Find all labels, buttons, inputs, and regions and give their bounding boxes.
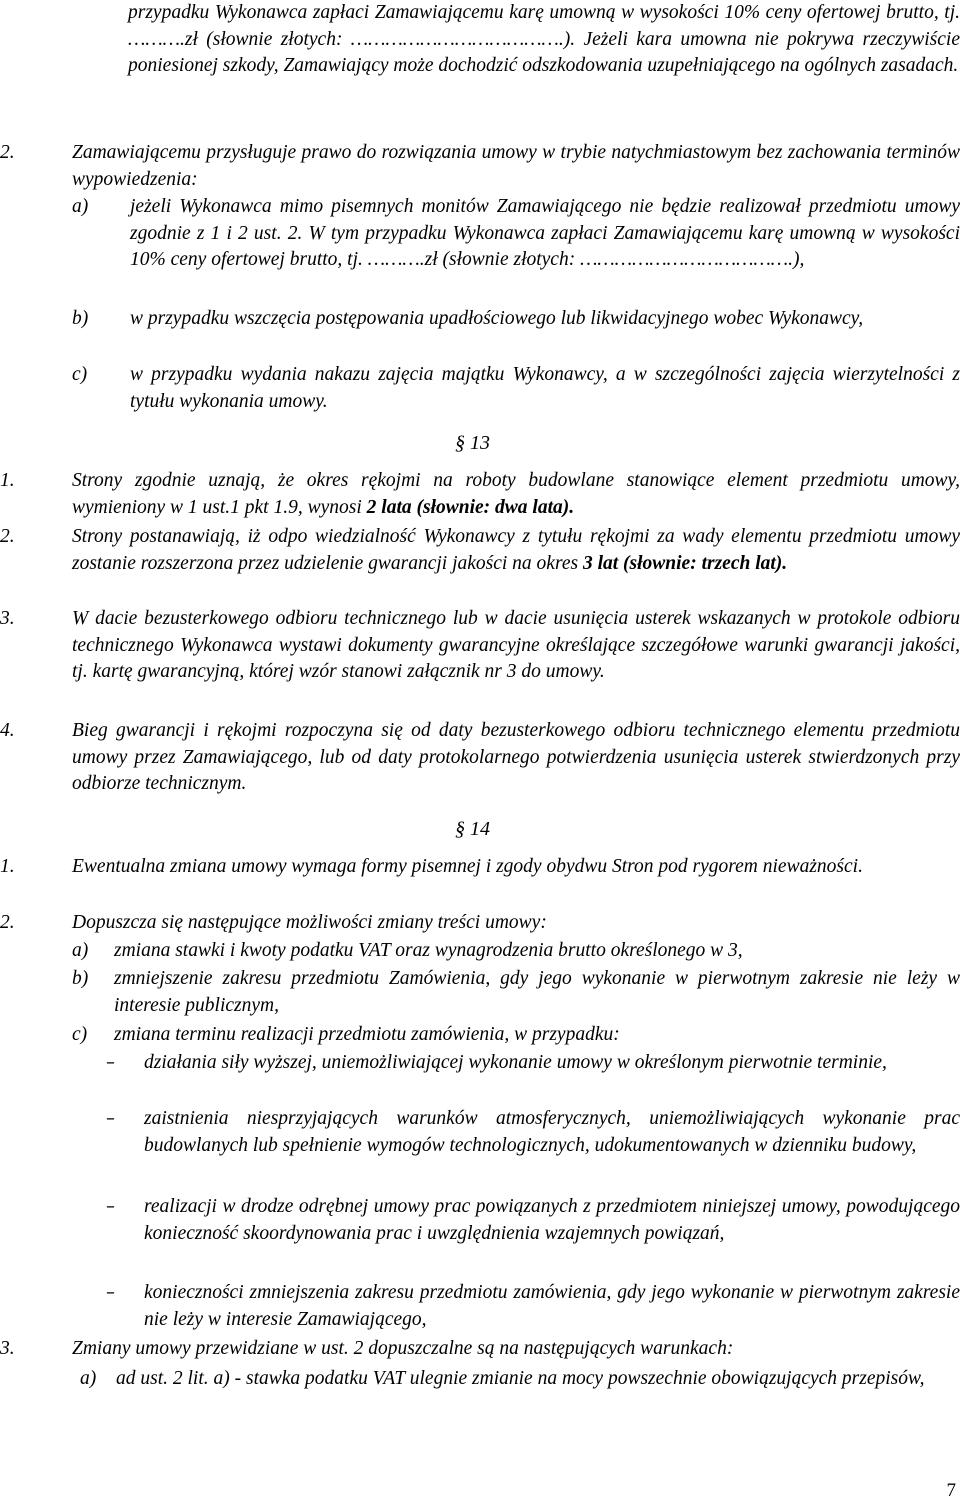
s13-p2-bold: 3 lat (słownie: trzech lat). <box>582 552 788 574</box>
s13-p4-text: Bieg gwarancji i rękojmi rozpoczyna się od daty bezusterkowego odbioru technicznego elementu przedmiotu umowy przez Zamawiającego, lub od daty protokolarnego potwierdzenia usunięcia usterek stwierdzonych przy odbiorze technicznym. <box>72 720 960 794</box>
s13-p2-text <box>72 524 960 577</box>
s12-p2-item-b <box>72 306 960 333</box>
s13-p2-number: 2. <box>0 526 15 547</box>
s14-p3-item-a <box>80 1366 960 1393</box>
s12-p2-number: 2. <box>0 142 15 163</box>
s13-p1-text <box>72 468 960 521</box>
s14-dash-item-1 <box>106 1050 960 1077</box>
dash-bullet: – <box>106 1108 115 1129</box>
s14-paragraph-2 <box>0 910 960 937</box>
section-13-heading <box>455 430 490 457</box>
s14-p3-text: Zmiany umowy przewidziane w ust. 2 dopuszczalne są na następujących warunkach: <box>72 1338 734 1359</box>
s12-p2-text: Zamawiającemu przysługuje prawo do rozwiązania umowy w trybie natychmiastowym bez zachowania terminów wypowiedzenia: <box>72 142 960 190</box>
intro-paragraph <box>128 0 960 80</box>
s14-p2-item-b <box>72 966 960 1019</box>
dash-bullet: – <box>106 1052 115 1073</box>
s13-paragraph-2 <box>0 524 960 577</box>
item-text: ad ust. 2 lit. a) - stawka podatku VAT ulegnie zmianie na mocy powszechnie obowiązujących przepisów, <box>116 1368 925 1389</box>
section-sign-icon: § <box>455 432 465 454</box>
s14-dash-item-3 <box>106 1194 960 1247</box>
s14-p1-text: Ewentualna zmiana umowy wymaga formy pisemnej i zgody obydwu Stron pod rygorem nieważności. <box>72 856 863 877</box>
dash-bullet: – <box>106 1282 115 1303</box>
dash-bullet: – <box>106 1196 115 1217</box>
item-text: w przypadku wydania nakazu zajęcia majątku Wykonawcy, a w szczególności zajęcia wierzytelności z tytułu wykonania umowy. <box>130 364 960 412</box>
s13-p3-text: W dacie bezusterkowego odbioru technicznego lub w dacie usunięcia usterek wskazanych w protokole odbioru technicznego Wykonawca wystawi dokumenty gwarancyjne określające szczegółowe warunki gwarancji jakości, tj. kartę gwarancyjną, której wzór stanowi załącznik nr 3 do umowy. <box>72 608 960 682</box>
item-text: zmiana terminu realizacji przedmiotu zamówienia, w przypadku: <box>114 1024 620 1045</box>
s12-p2-item-c <box>72 362 960 415</box>
item-label: a) <box>72 196 89 217</box>
s13-p2-body: Strony postanawiają, iż odpo wiedzialność Wykonawcy z tytułu rękojmi za wady elementu przedmiotu umowy zostanie rozszerzona przez udzielenie gwarancji jakości na okres <box>72 526 960 574</box>
s13-paragraph-4 <box>0 718 960 798</box>
s13-p4-number: 4. <box>0 720 15 741</box>
item-text: zmniejszenie zakresu przedmiotu Zamówienia, gdy jego wykonanie w pierwotnym zakresie nie leży w interesie publicznym, <box>114 968 960 1016</box>
item-label: a) <box>80 1368 97 1389</box>
item-text: jeżeli Wykonawca mimo pisemnych monitów Zamawiającego nie będzie realizował przedmiotu umowy zgodnie z 1 i 2 ust. 2. W tym przypadku Wykonawca zapłaci Zamawiającemu karę umowną w wysokości 10% ceny ofertowej brutto, tj. ……….zł (słownie złotych: ……………………………….), <box>130 196 960 270</box>
item-label: c) <box>72 1024 88 1045</box>
s14-p2-item-a <box>72 938 960 965</box>
s12-paragraph-2 <box>0 140 960 193</box>
s12-p2-item-a <box>72 194 960 274</box>
item-text: w przypadku wszczęcia postępowania upadłościowego lub likwidacyjnego wobec Wykonawcy, <box>130 308 864 329</box>
section-sign-icon: § <box>455 818 465 840</box>
s13-p3-number: 3. <box>0 608 15 629</box>
section-14-number: 14 <box>465 818 490 840</box>
s14-p2-item-c <box>72 1022 960 1049</box>
dash-text: realizacji w drodze odrębnej umowy prac powiązanych z przedmiotem niniejszej umowy, powodującego konieczność skoordynowania prac i uwzględnienia wzajemnych powiązań, <box>144 1196 960 1244</box>
s14-dash-item-4 <box>106 1280 960 1333</box>
intro-text: przypadku Wykonawca zapłaci Zamawiającemu karę umowną w wysokości 10% ceny ofertowej brutto, tj. ……….zł (słownie złotych: ……………………………….). Jeżeli kara umowna nie pokrywa rzeczywiście poniesionej szkody, Zamawiający może dochodzić odszkodowania uzupełniającego na ogólnych zasadach. <box>128 2 960 76</box>
item-label: b) <box>72 308 89 329</box>
s13-paragraph-1 <box>0 468 960 521</box>
section-14-heading <box>455 816 490 843</box>
s14-p3-number: 3. <box>0 1338 15 1359</box>
s14-paragraph-3 <box>0 1336 960 1363</box>
item-text: zmiana stawki i kwoty podatku VAT oraz wynagrodzenia brutto określonego w 3, <box>114 940 743 961</box>
page-number: 7 <box>946 1480 956 1501</box>
s14-p1-number: 1. <box>0 856 15 877</box>
dash-text: konieczności zmniejszenia zakresu przedmiotu zamówienia, gdy jego wykonanie w pierwotnym zakresie nie leży w interesie Zamawiającego, <box>144 1282 960 1330</box>
s13-p1-body: Strony zgodnie uznają, że okres rękojmi na roboty budowlane stanowiące element przedmiotu umowy, wymieniony w 1 ust.1 pkt 1.9, wynosi <box>72 470 960 518</box>
dash-text: działania siły wyższej, uniemożliwiającej wykonanie umowy w określonym pierwotnie terminie, <box>144 1052 887 1073</box>
dash-text: zaistnienia niesprzyjających warunków atmosferycznych, uniemożliwiających wykonanie prac budowlanych lub spełnienie wymogów technologicznych, udokumentowanych w dzienniku budowy, <box>144 1108 960 1156</box>
section-13-number: 13 <box>465 432 490 454</box>
s13-paragraph-3 <box>0 606 960 686</box>
s14-p2-text: Dopuszcza się następujące możliwości zmiany treści umowy: <box>72 912 547 933</box>
s14-paragraph-1 <box>0 854 960 881</box>
item-label: c) <box>72 364 88 385</box>
item-label: a) <box>72 940 89 961</box>
s14-p2-number: 2. <box>0 912 15 933</box>
s13-p1-bold: 2 lata (słownie: dwa lata). <box>366 496 575 518</box>
s14-dash-item-2 <box>106 1106 960 1159</box>
s13-p1-number: 1. <box>0 470 15 491</box>
item-label: b) <box>72 968 89 989</box>
